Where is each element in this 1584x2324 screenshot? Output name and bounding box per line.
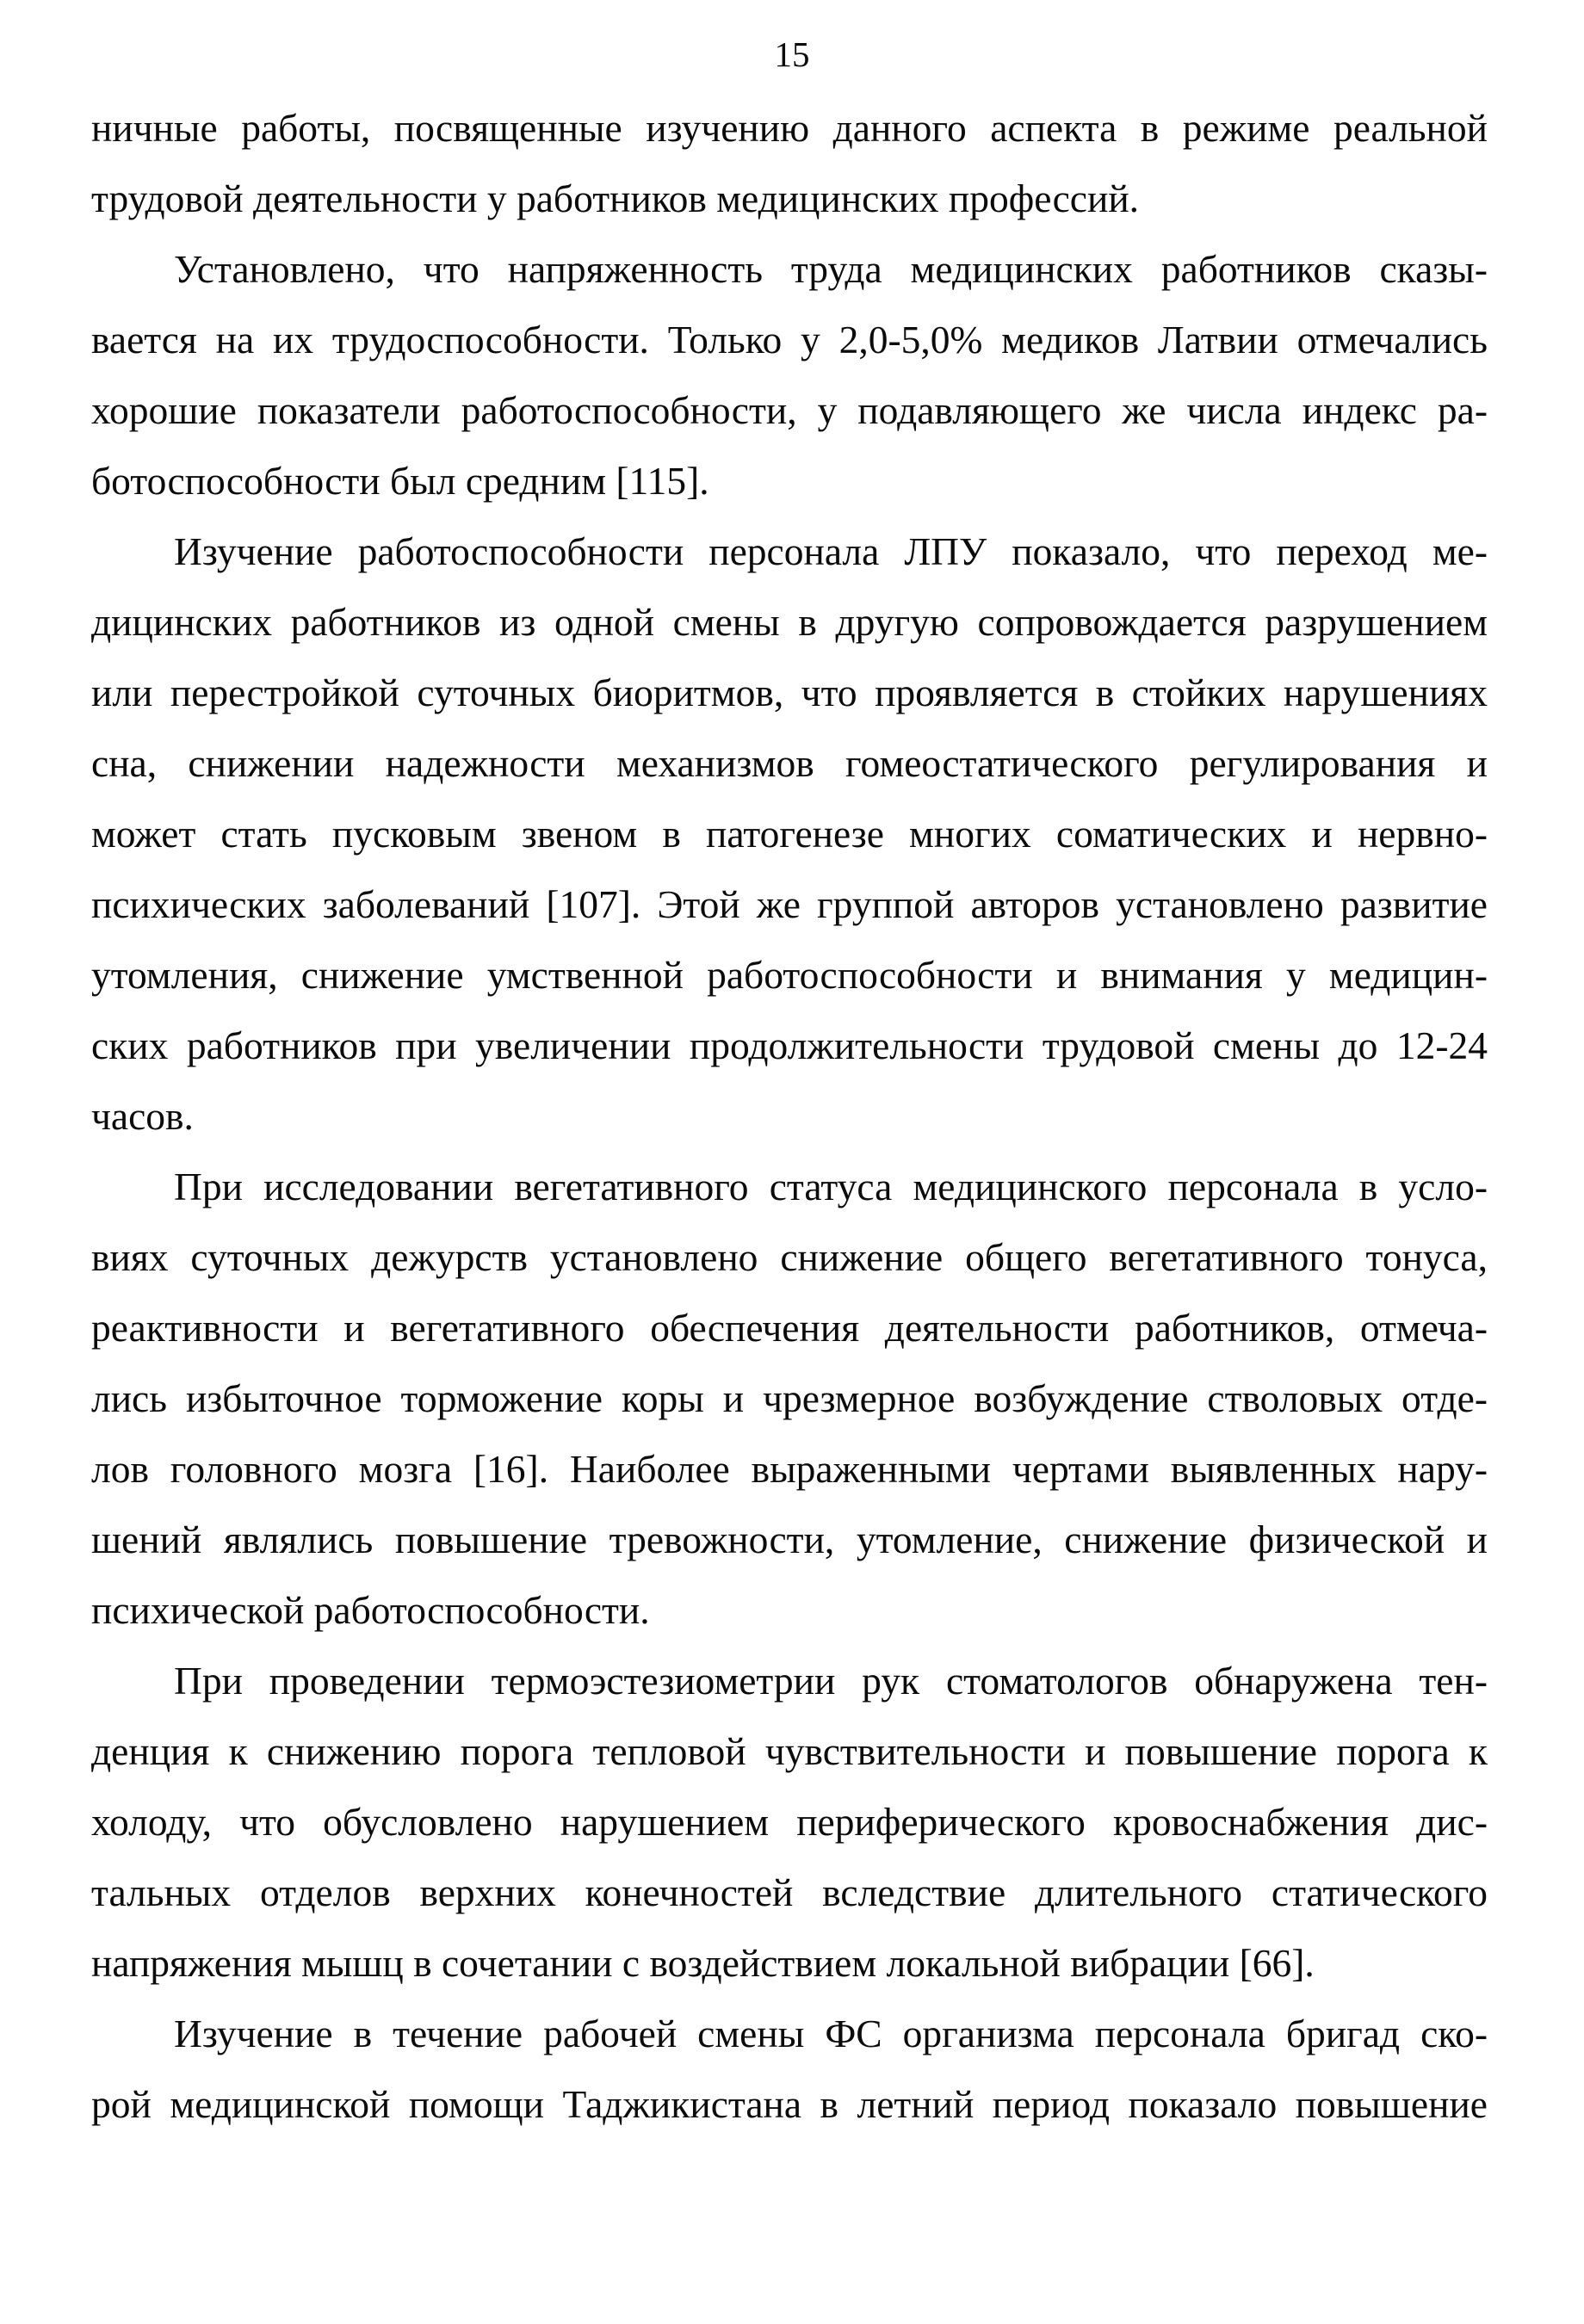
paragraph xyxy=(91,1646,1488,1999)
text-line: напряжения мышц в сочетании с воздействием локальной вибрации [66]. xyxy=(91,1941,1315,1985)
text-line: утомления, снижение умственной работоспособности и внимания у медицин- xyxy=(91,953,1488,997)
body-text xyxy=(91,93,1488,2140)
text-line: дицинских работников из одной смены в другую сопровождается разрушением xyxy=(91,600,1488,644)
text-line: трудовой деятельности у работников медицинских профессий. xyxy=(91,176,1140,220)
text-line: вается на их трудоспособности. Только у 2,0-5,0% медиков Латвии отмечались xyxy=(91,318,1488,362)
text-line: При проведении термоэстезиометрии рук стоматологов обнаружена тен- xyxy=(174,1659,1488,1703)
text-line: Установлено, что напряженность труда медицинских работников сказы- xyxy=(174,247,1488,291)
text-line: рой медицинской помощи Таджикистана в летний период показало повышение xyxy=(91,2082,1488,2126)
text-line: психической работоспособности. xyxy=(91,1588,650,1632)
text-line: реактивности и вегетативного обеспечения деятельности работников, отмеча- xyxy=(91,1306,1488,1350)
text-line: денция к снижению порога тепловой чувствительности и повышение порога к xyxy=(91,1729,1488,1773)
text-line: шений являлись повышение тревожности, утомление, снижение физической и xyxy=(91,1517,1488,1561)
text-line: тальных отделов верхних конечностей вследствие длительного статического xyxy=(91,1870,1488,1914)
paragraph xyxy=(91,93,1488,234)
text-line: психических заболеваний [107]. Этой же группой авторов установлено развитие xyxy=(91,882,1488,926)
text-line: лись избыточное торможение коры и чрезмерное возбуждение стволовых отде- xyxy=(91,1376,1488,1420)
text-line: Изучение в течение рабочей смены ФС организма персонала бригад ско- xyxy=(174,2012,1488,2055)
text-line: хорошие показатели работоспособности, у подавляющего же числа индекс ра- xyxy=(91,388,1488,432)
paragraph xyxy=(91,1152,1488,1646)
text-line: ских работников при увеличении продолжительности трудовой смены до 12-24 xyxy=(91,1023,1488,1067)
text-line: часов. xyxy=(91,1094,194,1138)
text-line: может стать пусковым звеном в патогенезе многих соматических и нервно- xyxy=(91,812,1488,856)
text-line: лов головного мозга [16]. Наиболее выраженными чертами выявленных нару- xyxy=(91,1447,1488,1491)
page-number: 15 xyxy=(774,34,810,74)
text-line: или перестройкой суточных биоритмов, что проявляется в стойких нарушениях xyxy=(91,671,1488,714)
text-line: холоду, что обусловлено нарушением периферического кровоснабжения дис- xyxy=(91,1800,1488,1844)
paragraph xyxy=(91,516,1488,1152)
text-line: ничные работы, посвященные изучению данного аспекта в режиме реальной xyxy=(91,106,1488,150)
text-line: сна, снижении надежности механизмов гомеостатического регулирования и xyxy=(91,741,1488,785)
text-line: При исследовании вегетативного статуса медицинского персонала в усло- xyxy=(174,1165,1488,1208)
text-line: виях суточных дежурств установлено снижение общего вегетативного тонуса, xyxy=(91,1235,1488,1279)
text-line: Изучение работоспособности персонала ЛПУ показало, что переход ме- xyxy=(174,529,1488,573)
paragraph xyxy=(91,234,1488,516)
text-line: ботоспособности был средним [115]. xyxy=(91,459,709,503)
paragraph xyxy=(91,1999,1488,2140)
